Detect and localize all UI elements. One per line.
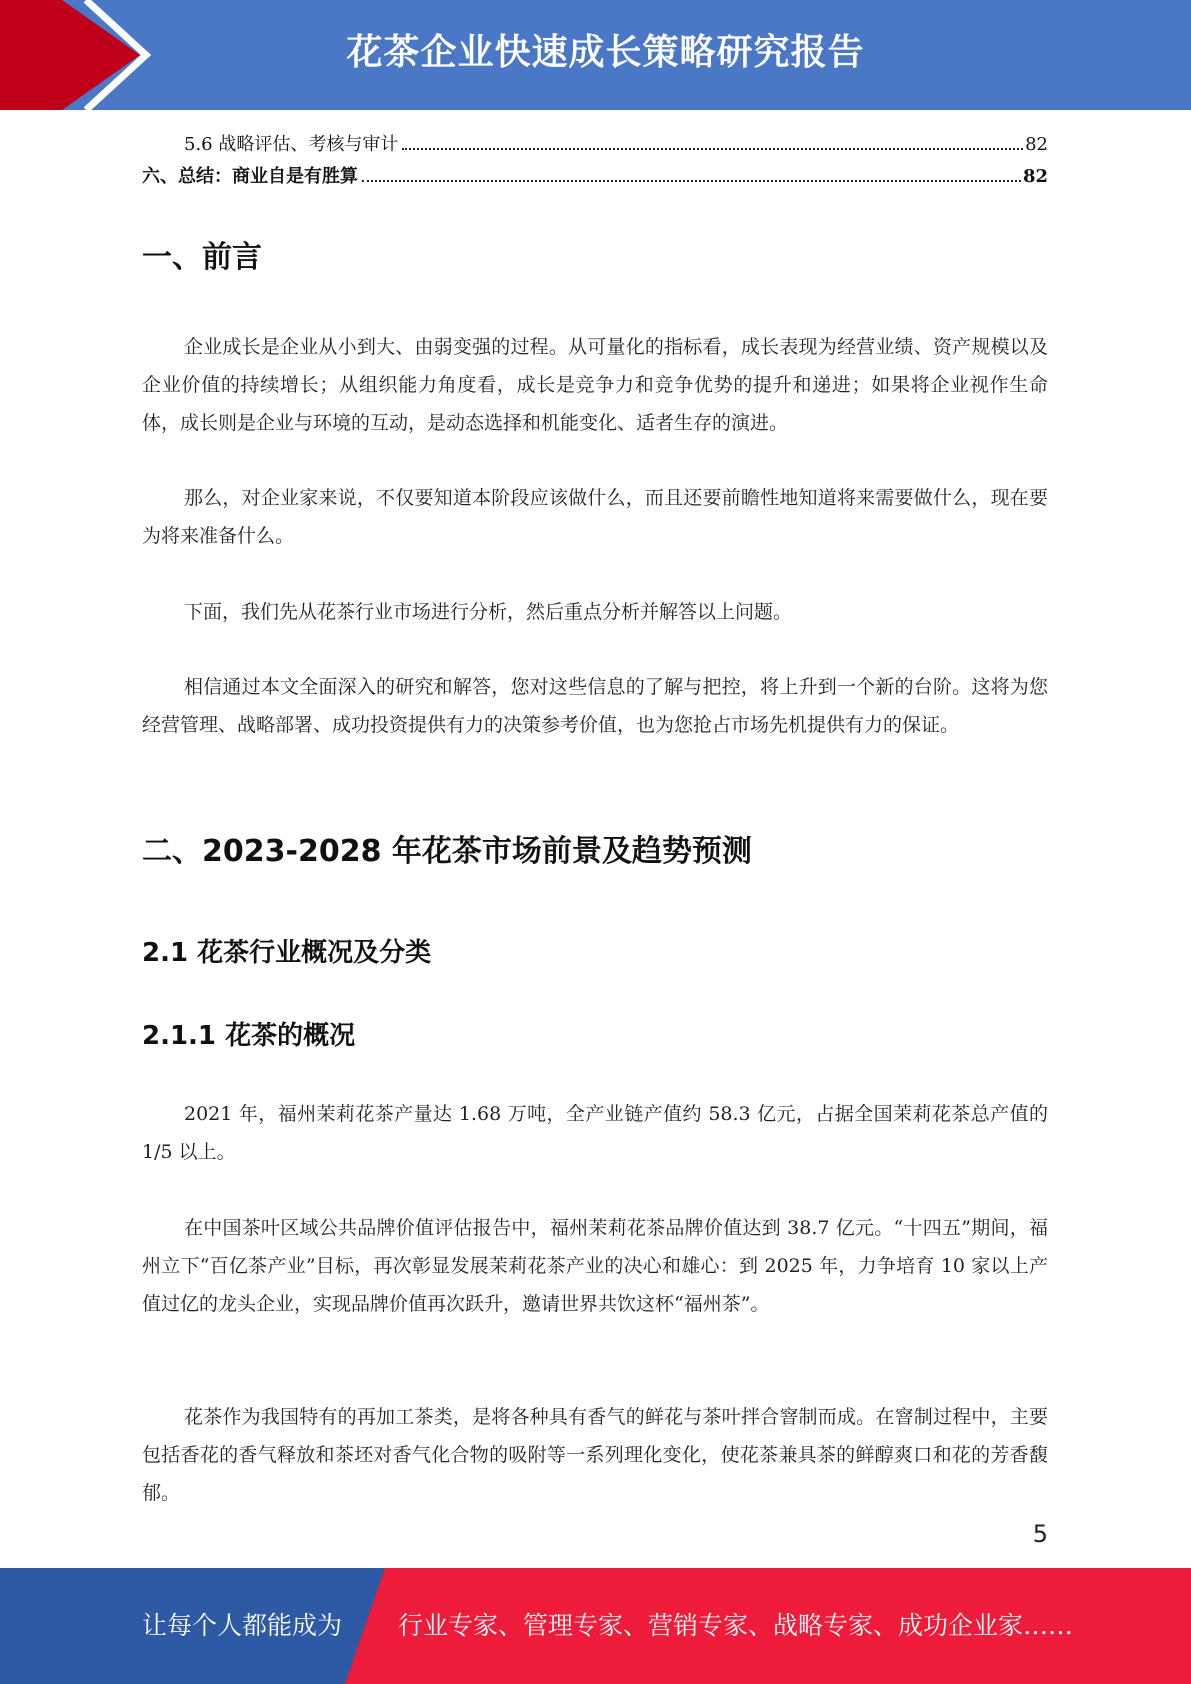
subsection-heading: 2.1 花茶行业概况及分类: [142, 938, 432, 968]
toc-entry-page: 82: [1025, 134, 1048, 155]
subsection-heading: 2.1.1 花茶的概况: [142, 1021, 356, 1051]
page-footer: [0, 1568, 1191, 1684]
toc-entry[interactable]: [142, 130, 1048, 156]
paragraph: 相信通过本文全面深入的研究和解答，您对这些信息的了解与把控，将上升到一个新的台阶。这将为您经营管理、战略部署、成功投资提供有力的决策参考价值，也为您抢占市场先机提供有力的保证。: [142, 676, 1048, 736]
toc-entry-page: 82: [1022, 166, 1048, 187]
paragraph: 花茶作为我国特有的再加工茶类，是将各种具有香气的鲜花与茶叶拌合窨制而成。在窨制过程中，主要包括香花的香气释放和茶坯对香气化合物的吸附等一系列理化变化，使花茶兼具茶的鲜醇爽口和花的芳香馥郁。: [142, 1406, 1048, 1504]
paragraph: 那么，对企业家来说，不仅要知道本阶段应该做什么，而且还要前瞻性地知道将来需要做什么，现在要为将来准备什么。: [142, 487, 1048, 547]
toc-entry-label: 5.6 战略评估、考核与审计: [184, 134, 399, 155]
toc-entry-label: 六、总结：商业自是有胜算: [142, 166, 358, 187]
toc-leader-dots: [402, 148, 1023, 150]
page-number: 5: [1032, 1520, 1048, 1548]
section-heading-market: 二、2023-2028 年花茶市场前景及趋势预测: [142, 834, 752, 869]
page-header: [0, 0, 1191, 110]
toc-leader-dots: [362, 180, 1021, 182]
footer-slogan-right: 行业专家、管理专家、营销专家、战略专家、成功企业家……: [398, 1611, 1074, 1640]
report-title: 花茶企业快速成长策略研究报告: [346, 32, 865, 73]
paragraph: 在中国茶叶区域公共品牌价值评估报告中，福州茉莉花茶品牌价值达到 38.7 亿元。“十四五”期间，福州立下“百亿茶产业”目标，再次彰显发展茉莉花茶产业的决心和雄心：到 2025 年，力争培育 10 家以上产值过亿的龙头企业，实现品牌价值再次跃升，邀请世界共饮这杯“福州茶”。: [142, 1217, 1048, 1315]
paragraph: 企业成长是企业从小到大、由弱变强的过程。从可量化的指标看，成长表现为经营业绩、资产规模以及企业价值的持续增长；从组织能力角度看，成长是竞争力和竞争优势的提升和递进；如果将企业视作生命体，成长则是企业与环境的互动，是动态选择和机能变化、适者生存的演进。: [142, 336, 1048, 434]
paragraph: 下面，我们先从花茶行业市场进行分析，然后重点分析并解答以上问题。: [184, 601, 793, 623]
footer-slogan-left: 让每个人都能成为: [142, 1611, 343, 1640]
paragraph: 2021 年，福州茉莉花茶产量达 1.68 万吨，全产业链产值约 58.3 亿元，占据全国茉莉花茶总产值的 1/5 以上。: [142, 1103, 1048, 1163]
section-heading-preface: 一、前言: [142, 240, 262, 275]
toc-entry[interactable]: [142, 162, 1048, 188]
